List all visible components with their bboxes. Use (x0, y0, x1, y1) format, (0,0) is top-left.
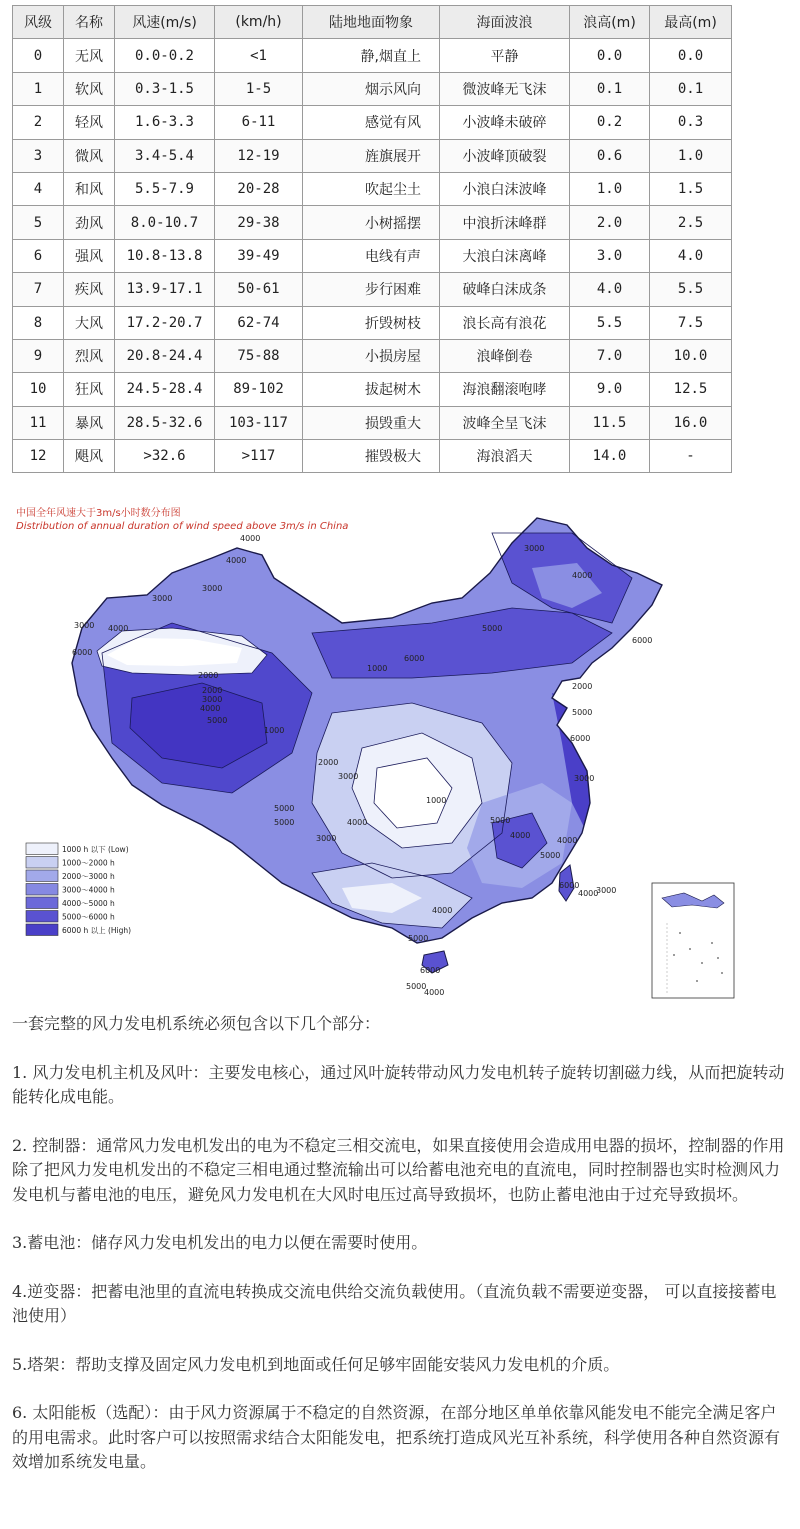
contour-label: 2000 (198, 671, 219, 680)
contour-label: 4000 (432, 906, 453, 915)
article-item-battery: 3.蓄电池：储存风力发电机发出的电力以便在需要时使用。 (12, 1233, 428, 1252)
contour-label: 5000 (406, 982, 427, 991)
cell-land: 烟示风向 (303, 72, 440, 105)
contour-label: 3000 (152, 594, 173, 603)
contour-label: 2000 (202, 686, 223, 695)
legend-label: 1000～2000 h (62, 858, 115, 868)
cell-level: 12 (13, 440, 64, 473)
cell-speed-ms: 17.2-20.7 (115, 306, 215, 339)
table-row (13, 172, 732, 205)
contour-label: 1000 (264, 726, 285, 735)
legend-label: 4000～5000 h (62, 899, 115, 908)
cell-max-height: 12.5 (650, 373, 732, 406)
cell-land: 摧毁极大 (303, 440, 440, 473)
cell-sea: 浪长高有浪花 (440, 306, 570, 339)
contour-label: 4000 (226, 556, 247, 565)
contour-label: 5000 (572, 708, 593, 717)
contour-label: 3000 (316, 834, 337, 843)
cell-name: 狂风 (64, 373, 115, 406)
contour-label: 4000 (572, 571, 593, 580)
cell-speed-kmh: >117 (215, 440, 303, 473)
cell-level: 11 (13, 406, 64, 439)
table-row (13, 206, 732, 239)
table-row (13, 406, 732, 439)
cell-level: 3 (13, 139, 64, 172)
cell-speed-ms: 24.5-28.4 (115, 373, 215, 406)
cell-name: 强风 (64, 239, 115, 272)
cell-land: 折毁树枝 (303, 306, 440, 339)
cell-max-height: 16.0 (650, 406, 732, 439)
contour-label: 2000 (572, 682, 593, 691)
contour-label: 3000 (338, 772, 359, 781)
cell-wave-height: 0.0 (570, 39, 650, 72)
cell-level: 7 (13, 273, 64, 306)
legend-swatch (26, 924, 58, 936)
contour-label: 1000 (426, 796, 447, 805)
cell-max-height: 2.5 (650, 206, 732, 239)
cell-level: 8 (13, 306, 64, 339)
contour-label: 4000 (510, 831, 531, 840)
legend-swatch (26, 843, 58, 855)
cell-speed-kmh: 20-28 (215, 172, 303, 205)
cell-land: 小树摇摆 (303, 206, 440, 239)
legend-label: 5000～6000 h (62, 912, 115, 922)
contour-label: 5000 (490, 816, 511, 825)
beaufort-wind-scale-table (12, 5, 732, 473)
cell-land: 电线有声 (303, 239, 440, 272)
map-title-en: Distribution of annual duration of wind speed above 3m/s in China (16, 521, 349, 532)
cell-wave-height: 5.5 (570, 306, 650, 339)
legend-label: 2000～3000 h (62, 872, 115, 881)
cell-wave-height: 4.0 (570, 273, 650, 306)
cell-land: 旌旗展开 (303, 139, 440, 172)
map-svg (12, 503, 736, 1000)
cell-speed-kmh: <1 (215, 39, 303, 72)
cell-land: 吹起尘土 (303, 172, 440, 205)
cell-name: 暴风 (64, 406, 115, 439)
header-land: 陆地地面物象 (303, 6, 440, 39)
contour-label: 6000 (570, 734, 591, 743)
cell-speed-kmh: 50-61 (215, 273, 303, 306)
contour-label: 5000 (207, 716, 228, 725)
cell-name: 烈风 (64, 339, 115, 372)
legend-swatch (26, 884, 58, 896)
cell-name: 疾风 (64, 273, 115, 306)
header-max-height: 最高(m) (650, 6, 732, 39)
cell-speed-ms: 5.5-7.9 (115, 172, 215, 205)
cell-level: 10 (13, 373, 64, 406)
contour-label: 5000 (540, 851, 561, 860)
legend-swatch (26, 870, 58, 882)
cell-speed-kmh: 39-49 (215, 239, 303, 272)
contour-label: 4000 (200, 704, 221, 713)
contour-label: 4000 (240, 534, 261, 543)
cell-level: 5 (13, 206, 64, 239)
cell-speed-kmh: 75-88 (215, 339, 303, 372)
table-row (13, 139, 732, 172)
contour-label: 4000 (347, 818, 368, 827)
cell-speed-ms: 13.9-17.1 (115, 273, 215, 306)
cell-wave-height: 0.6 (570, 139, 650, 172)
cell-speed-kmh: 89-102 (215, 373, 303, 406)
legend-swatch (26, 897, 58, 909)
cell-land: 静,烟直上 (303, 39, 440, 72)
article-item-inverter: 4.逆变器：把蓄电池里的直流电转换成交流电供给交流负载使用。（直流负载不需要逆变器， 可以直接接蓄电池使用） (12, 1281, 777, 1325)
contour-label: 4000 (557, 836, 578, 845)
contour-label: 1000 (367, 664, 388, 673)
legend-swatch (26, 911, 58, 923)
article-item-generator: 1. 风力发电机主机及风叶：主要发电核心，通过风叶旋转带动风力发电机转子旋转切割磁力线，从而把旋转动能转化成电能。 (12, 1062, 785, 1106)
contour-label: 6000 (559, 881, 580, 890)
contour-label: 3000 (202, 695, 223, 704)
table-row (13, 106, 732, 139)
cell-max-height: 5.5 (650, 273, 732, 306)
legend-label: 3000～4000 h (62, 885, 115, 895)
contour-label: 6000 (420, 966, 441, 975)
cell-speed-kmh: 62-74 (215, 306, 303, 339)
cell-sea: 平静 (440, 39, 570, 72)
cell-sea: 破峰白沫成条 (440, 273, 570, 306)
cell-sea: 中浪折沫峰群 (440, 206, 570, 239)
cell-wave-height: 9.0 (570, 373, 650, 406)
cell-name: 软风 (64, 72, 115, 105)
cell-speed-ms: 3.4-5.4 (115, 139, 215, 172)
cell-wave-height: 11.5 (570, 406, 650, 439)
cell-max-height: 0.1 (650, 72, 732, 105)
table-row (13, 273, 732, 306)
cell-sea: 小浪白沫波峰 (440, 172, 570, 205)
cell-wave-height: 2.0 (570, 206, 650, 239)
cell-max-height: 0.0 (650, 39, 732, 72)
contour-label: 5000 (274, 818, 295, 827)
legend-swatch (26, 857, 58, 869)
cell-level: 9 (13, 339, 64, 372)
contour-label: 5000 (274, 804, 295, 813)
cell-name: 微风 (64, 139, 115, 172)
header-wave-height: 浪高(m) (570, 6, 650, 39)
cell-wave-height: 7.0 (570, 339, 650, 372)
cell-max-height: 7.5 (650, 306, 732, 339)
legend-label: 6000 h 以上 (High) (62, 926, 132, 935)
cell-land: 拔起树木 (303, 373, 440, 406)
cell-wave-height: 14.0 (570, 440, 650, 473)
table-row (13, 39, 732, 72)
cell-speed-ms: 8.0-10.7 (115, 206, 215, 239)
cell-name: 大风 (64, 306, 115, 339)
contour-label: 6000 (404, 654, 425, 663)
cell-speed-kmh: 12-19 (215, 139, 303, 172)
table-header-row (13, 6, 732, 39)
article-intro: 一套完整的风力发电机系统必须包含以下几个部分： (12, 1014, 381, 1033)
cell-max-height: - (650, 440, 732, 473)
article-item-solar-panel: 6. 太阳能板（选配）：由于风力资源属于不稳定的自然资源，在部分地区单单依靠风能发电不能完全满足客户的用电需求。此时客户可以按照需求结合太阳能发电，把系统打造成风光互补系统，科学使用各种自然资源有效增加系统发电量。 (12, 1403, 781, 1471)
cell-level: 1 (13, 72, 64, 105)
cell-sea: 小波峰未破碎 (440, 106, 570, 139)
cell-name: 飓风 (64, 440, 115, 473)
legend-label: 1000 h 以下 (Low) (62, 845, 129, 854)
contour-label: 4000 (424, 988, 445, 997)
cell-wave-height: 3.0 (570, 239, 650, 272)
cell-land: 损毁重大 (303, 406, 440, 439)
cell-level: 6 (13, 239, 64, 272)
cell-sea: 大浪白沫离峰 (440, 239, 570, 272)
cell-sea: 浪峰倒卷 (440, 339, 570, 372)
cell-name: 劲风 (64, 206, 115, 239)
contour-label: 3000 (524, 544, 545, 553)
contour-label: 6000 (632, 636, 653, 645)
cell-speed-ms: 10.8-13.8 (115, 239, 215, 272)
article-item-controller: 2. 控制器：通常风力发电机发出的电为不稳定三相交流电，如果直接使用会造成用电器的损坏，控制器的作用除了把风力发电机发出的不稳定三相电通过整流输出可以给蓄电池充电的直流电，同时控制器也实时检测风力发电机与蓄电池的电压，避免风力发电机在大风时电压过高导致损坏，也防止蓄电池由于过充导致损坏。 (12, 1135, 785, 1204)
cell-max-height: 4.0 (650, 239, 732, 272)
table-row (13, 306, 732, 339)
contour-label: 6000 (72, 648, 93, 657)
contour-label: 3000 (596, 886, 617, 895)
cell-speed-ms: 0.3-1.5 (115, 72, 215, 105)
article-item-tower: 5.塔架：帮助支撑及固定风力发电机到地面或任何足够牢固能安装风力发电机的介质。 (12, 1354, 620, 1374)
cell-speed-ms: 20.8-24.4 (115, 339, 215, 372)
cell-speed-kmh: 103-117 (215, 406, 303, 439)
cell-speed-kmh: 1-5 (215, 72, 303, 105)
cell-level: 2 (13, 106, 64, 139)
map-title-cn: 中国全年风速大于3m/s小时数分布图 (16, 508, 181, 519)
cell-level: 4 (13, 172, 64, 205)
cell-max-height: 10.0 (650, 339, 732, 372)
cell-speed-ms: 0.0-0.2 (115, 39, 215, 72)
cell-level: 0 (13, 39, 64, 72)
cell-sea: 海浪翻滚咆哮 (440, 373, 570, 406)
header-speed-ms: 风速(m/s) (115, 6, 215, 39)
header-speed-kmh: (km/h) (215, 6, 303, 39)
cell-wave-height: 0.2 (570, 106, 650, 139)
cell-speed-ms: 28.5-32.6 (115, 406, 215, 439)
cell-speed-ms: 1.6-3.3 (115, 106, 215, 139)
table-row (13, 440, 732, 473)
table-row (13, 373, 732, 406)
contour-label: 3000 (574, 774, 595, 783)
cell-speed-kmh: 6-11 (215, 106, 303, 139)
header-sea: 海面波浪 (440, 6, 570, 39)
header-name: 名称 (64, 6, 115, 39)
cell-wave-height: 1.0 (570, 172, 650, 205)
contour-label: 5000 (482, 624, 503, 633)
article (12, 1012, 792, 1499)
china-wind-duration-map (12, 503, 736, 1000)
contour-label: 2000 (318, 758, 339, 767)
cell-max-height: 0.3 (650, 106, 732, 139)
cell-speed-kmh: 29-38 (215, 206, 303, 239)
cell-sea: 微波峰无飞沫 (440, 72, 570, 105)
cell-land: 感觉有风 (303, 106, 440, 139)
cell-sea: 小波峰顶破裂 (440, 139, 570, 172)
cell-max-height: 1.5 (650, 172, 732, 205)
cell-speed-ms: >32.6 (115, 440, 215, 473)
table-body (13, 39, 732, 473)
cell-wave-height: 0.1 (570, 72, 650, 105)
contour-label: 4000 (578, 889, 599, 898)
cell-land: 小损房屋 (303, 339, 440, 372)
contour-label: 3000 (74, 621, 95, 630)
contour-label: 4000 (108, 624, 129, 633)
table-row (13, 239, 732, 272)
cell-max-height: 1.0 (650, 139, 732, 172)
table-row (13, 72, 732, 105)
cell-land: 步行困难 (303, 273, 440, 306)
contour-label: 5000 (408, 934, 429, 943)
cell-name: 无风 (64, 39, 115, 72)
cell-sea: 海浪滔天 (440, 440, 570, 473)
cell-name: 轻风 (64, 106, 115, 139)
south-china-sea-inset (652, 883, 734, 998)
table-row (13, 339, 732, 372)
cell-name: 和风 (64, 172, 115, 205)
cell-sea: 波峰全呈飞沫 (440, 406, 570, 439)
contour-label: 3000 (202, 584, 223, 593)
header-level: 风级 (13, 6, 64, 39)
